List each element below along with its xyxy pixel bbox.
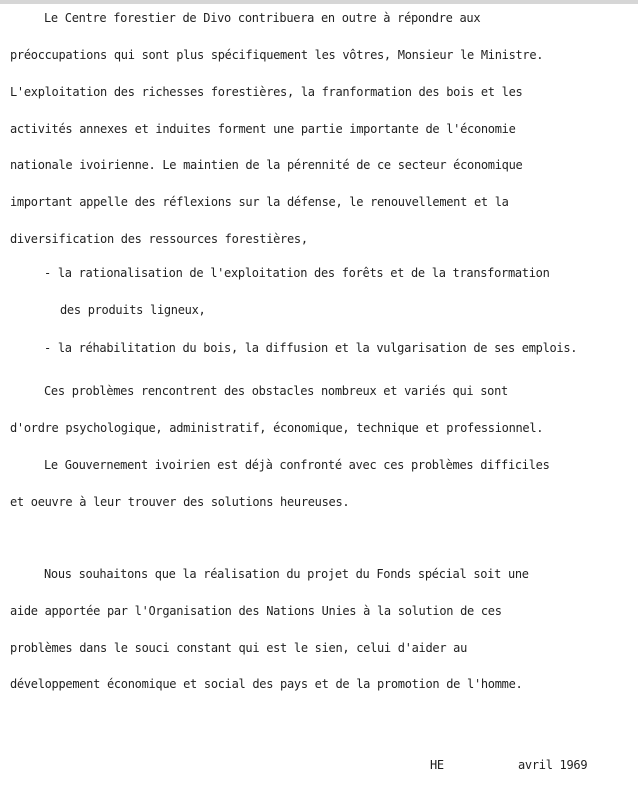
paragraph-4-line-4: développement économique et social des pays et de la promotion de l'homme.	[10, 677, 523, 691]
signature-date: avril 1969	[518, 758, 588, 772]
paragraph-1-line-4: activités annexes et induites forment une partie importante de l'économie	[10, 122, 516, 136]
paragraph-3-line-1: Le Gouvernement ivoirien est déjà confronté avec ces problèmes difficiles	[44, 458, 550, 472]
signature-initials: HE	[430, 758, 444, 772]
paragraph-2-line-2: d'ordre psychologique, administratif, économique, technique et professionnel.	[10, 421, 544, 435]
paragraph-1-line-1: Le Centre forestier de Divo contribuera en outre à répondre aux	[44, 11, 481, 25]
paragraph-3-line-2: et oeuvre à leur trouver des solutions heureuses.	[10, 495, 350, 509]
paragraph-1-line-3: L'exploitation des richesses forestières, la franformation des bois et les	[10, 85, 523, 99]
paragraph-1-line-6: important appelle des réflexions sur la défense, le renouvellement et la	[10, 195, 509, 209]
paragraph-1-line-7: diversification des ressources forestières,	[10, 232, 308, 246]
paragraph-1-line-2: préoccupations qui sont plus spécifiquement les vôtres, Monsieur le Ministre.	[10, 48, 544, 62]
paragraph-1-line-5: nationale ivoirienne. Le maintien de la pérennité de ce secteur économique	[10, 158, 523, 172]
bullet-1-line-1: - la rationalisation de l'exploitation des forêts et de la transformation	[44, 266, 550, 280]
paragraph-4-line-2: aide apportée par l'Organisation des Nations Unies à la solution de ces	[10, 604, 502, 618]
bullet-1-line-2: des produits ligneux,	[60, 303, 206, 317]
paragraph-4-line-1: Nous souhaitons que la réalisation du projet du Fonds spécial soit une	[44, 567, 529, 581]
bullet-2-line-1: - la réhabilitation du bois, la diffusion et la vulgarisation de ses emplois.	[44, 341, 578, 355]
paragraph-4-line-3: problèmes dans le souci constant qui est le sien, celui d'aider au	[10, 641, 468, 655]
paragraph-2-line-1: Ces problèmes rencontrent des obstacles nombreux et variés qui sont	[44, 384, 508, 398]
